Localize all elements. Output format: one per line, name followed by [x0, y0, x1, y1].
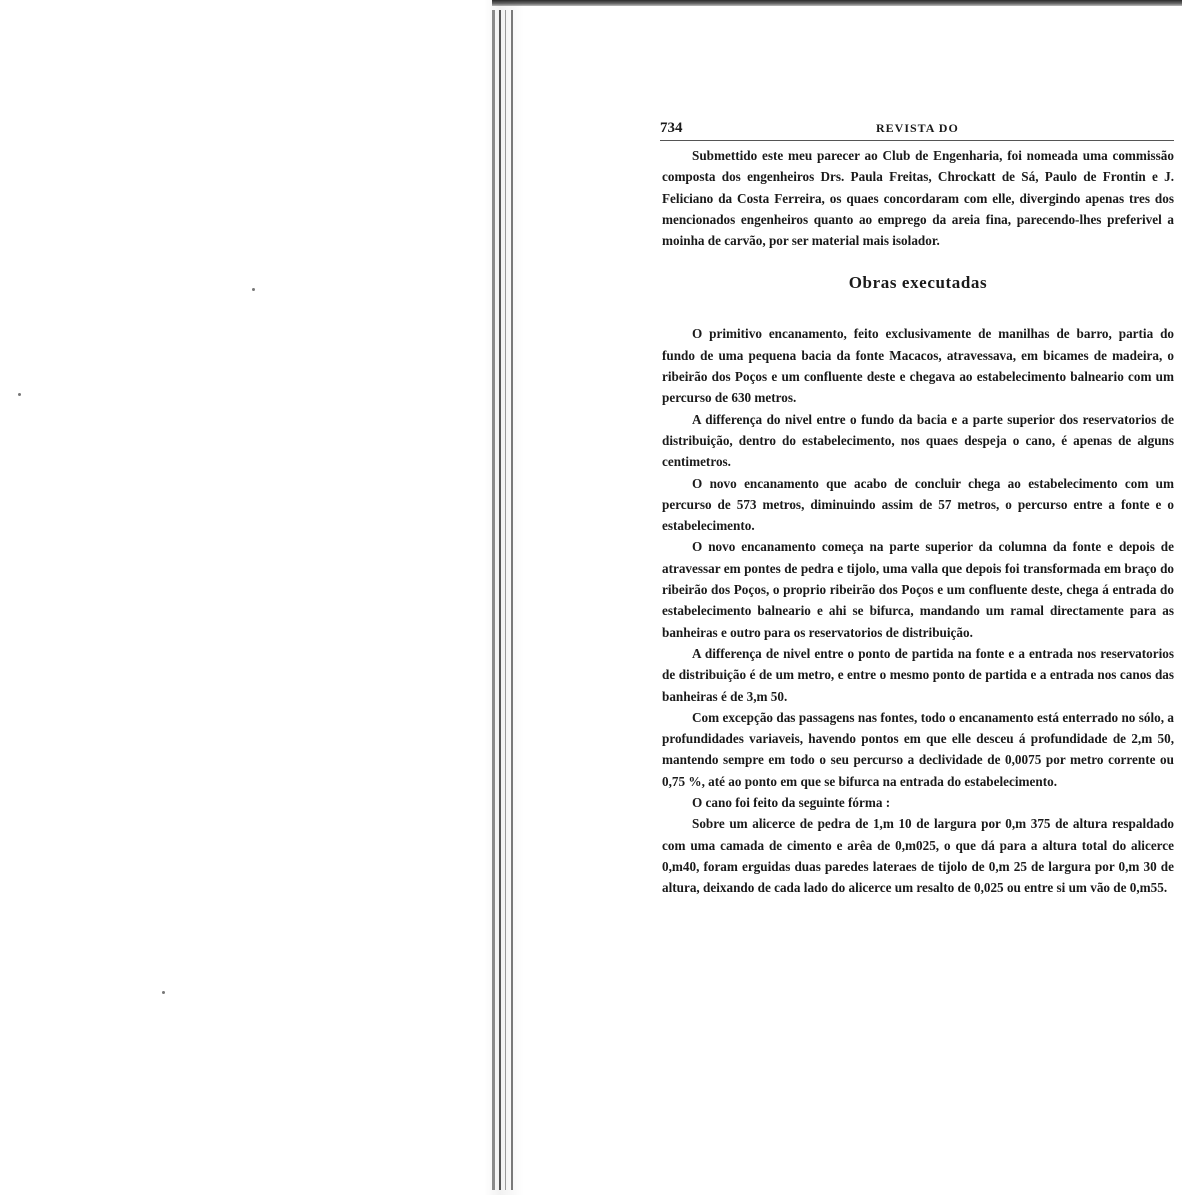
dust-speck: [18, 393, 21, 396]
book-gutter: [484, 0, 524, 1195]
paragraph: O cano foi feito da seguinte fórma :: [692, 795, 891, 811]
gutter-line: [505, 10, 506, 1190]
paragraph: Com excepção das passagens nas fontes, todo o encanamento está enterrado no sólo, a profundidades variaveis, havendo pontos em que elle desceu á profundidade de 2,m 50, mantendo sempre em todo o seu percurso a declividade de 0,0075 por metro corrente ou 0,75 %, até ao ponto em que se bifurca na entrada do estabelecimento.: [662, 709, 1174, 789]
gutter-line: [492, 10, 495, 1190]
gutter-shadow: [484, 0, 524, 1195]
paragraph: Submettido este meu parecer ao Club de Engenharia, foi nomeada uma commissão composta dos engenheiros Drs. Paula Freitas, Chrockatt de Sá, Paulo de Frontin e J. Feliciano da Costa Ferreira, os quaes concordaram com elle, divergindo apenas tres dos mencionados engenheiros quanto ao emprego da areia fina, parecendo-lhes preferivel a moinha de carvão, por ser material mais isolador.: [662, 148, 1174, 249]
page-top-edge: [492, 0, 1182, 6]
dust-speck: [162, 991, 165, 994]
paragraph: O novo encanamento que acabo de concluir chega ao estabelecimento com um percurso de 573 metros, diminuindo assim de 57 metros, o percurso entre a fonte e o estabelecimento.: [662, 475, 1174, 534]
page-body: [660, 145, 1174, 899]
page-header: [660, 118, 1174, 141]
page-number: 734: [660, 120, 683, 136]
paragraph: O novo encanamento começa na parte superior da columna da fonte e depois de atravessar em pontes de pedra e tijolo, uma valla que depois foi transformada em braço do ribeirão dos Poços, o proprio ribeirão dos Poços e um confluente deste, chega á entrada do estabelecimento balneario e ahi se bifurca, mandando um ramal directamente para as banheiras e outro para os reservatorios de distribuição.: [662, 539, 1174, 640]
gutter-line: [499, 10, 501, 1190]
section-heading: Obras executadas: [848, 273, 988, 293]
running-head: REVISTA DO: [876, 121, 959, 135]
paragraph: A differença do nivel entre o fundo da bacia e a parte superior dos reservatorios de distribuição, dentro do estabelecimento, nos quaes despeja o cano, é apenas de alguns centimetros.: [662, 411, 1174, 470]
paragraph: Sobre um alicerce de pedra de 1,m 10 de largura por 0,m 375 de altura respaldado com uma camada de cimento e arêa de 0,m025, o que dá para a altura total do alicerce 0,m40, foram erguidas duas paredes lateraes de tijolo de 0,m 25 de largura por 0,m 30 de altura, deixando de cada lado do alicerce um resalto de 0,025 ou entre si um vão de 0,m55.: [662, 816, 1174, 896]
book-page: [660, 118, 1174, 899]
dust-speck: [252, 288, 255, 291]
paragraph: A differença de nivel entre o ponto de partida na fonte e a entrada nos reservatorios de distribuição é de um metro, e entre o mesmo ponto de partida e a entrada nos canos das banheiras é de 3,m 50.: [662, 645, 1174, 704]
gutter-line: [511, 10, 513, 1190]
paragraph: O primitivo encanamento, feito exclusivamente de manilhas de barro, partia do fundo de uma pequena bacia da fonte Macacos, atravessava, em bicames de madeira, o ribeirão dos Poços e um confluente deste e chegava ao estabelecimento balneario com um percurso de 630 metros.: [662, 326, 1174, 406]
